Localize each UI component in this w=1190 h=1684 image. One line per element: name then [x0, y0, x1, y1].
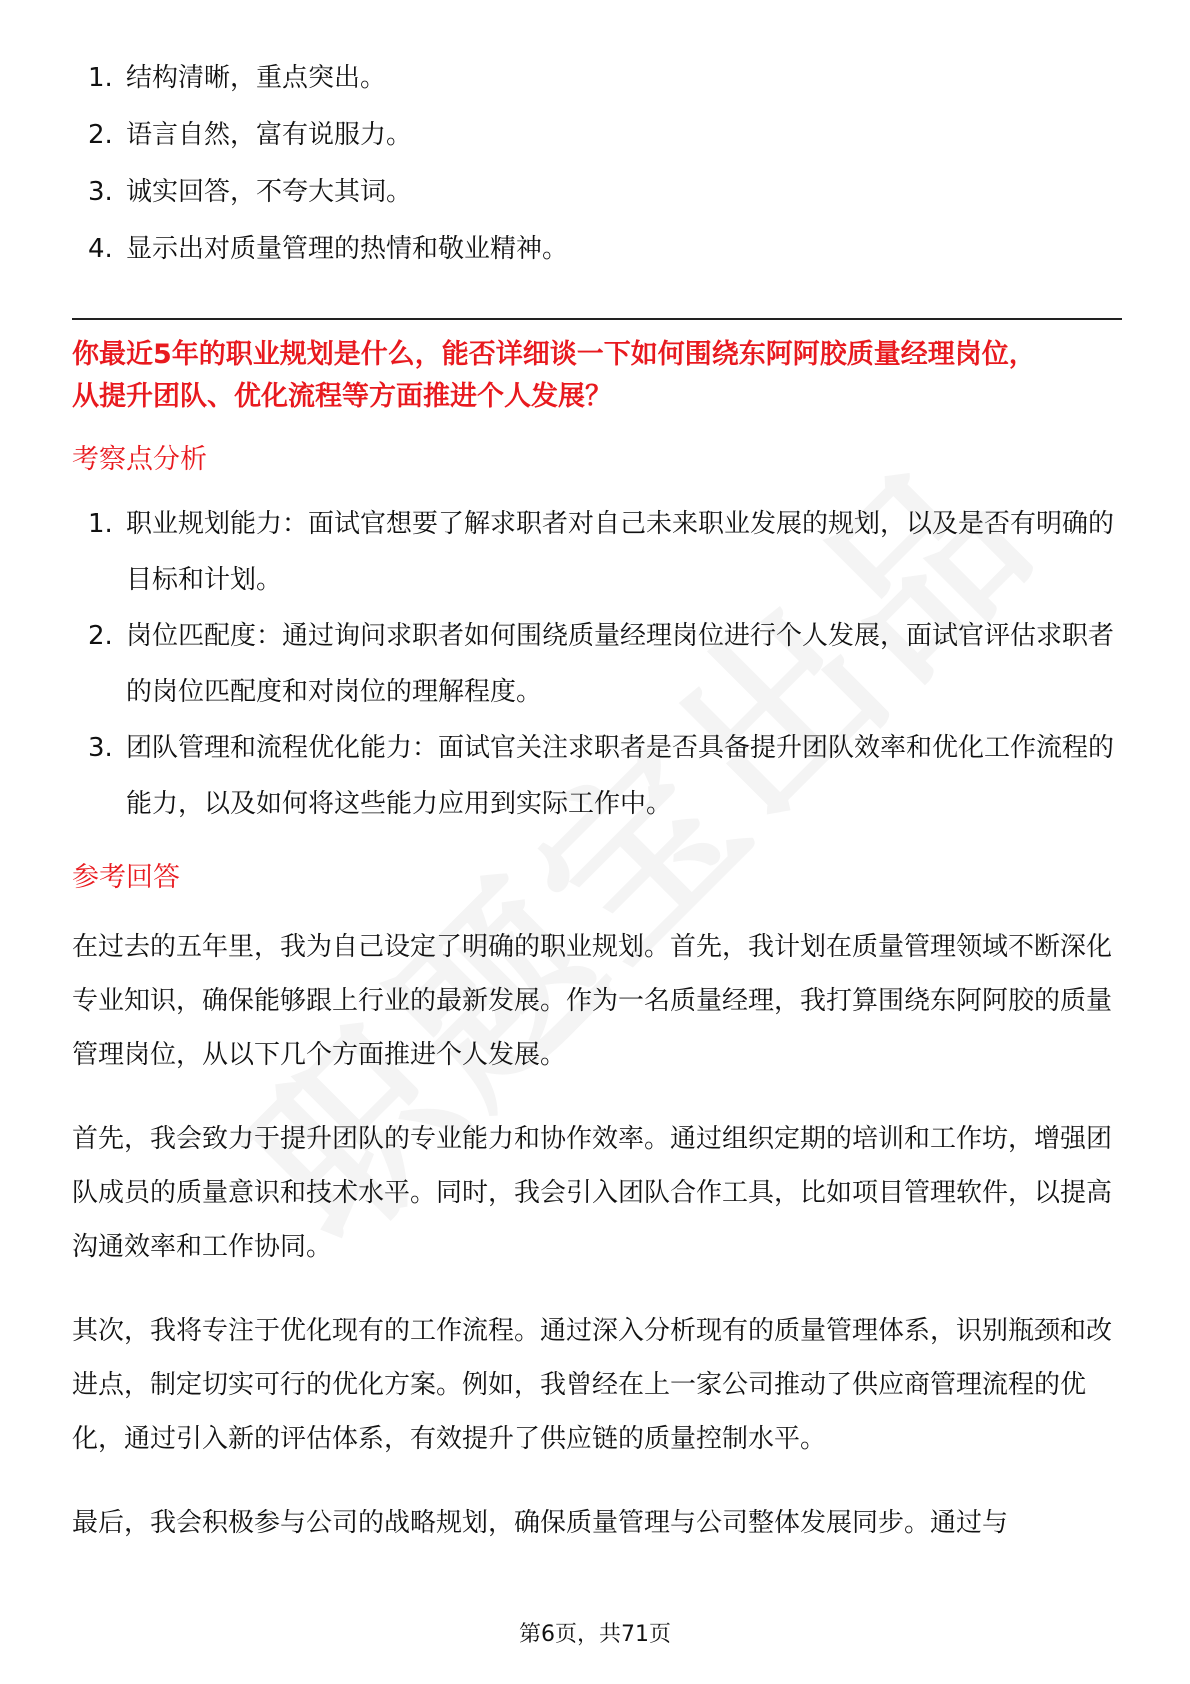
section-divider [72, 318, 1122, 320]
list-item [72, 221, 1122, 278]
list-item [72, 496, 1122, 608]
document-body [72, 50, 1122, 1580]
list-text: 职业规划能力：面试官想要了解求职者对自己未来职业发展的规划，以及是否有明确的目标和计划。 [126, 509, 1115, 595]
list-text: 语言自然，富有说服力。 [126, 120, 413, 150]
list-item [72, 720, 1122, 832]
list-number: 4. [88, 234, 113, 264]
answer-heading: 参考回答 [72, 862, 180, 893]
list-number: 2. [88, 621, 113, 651]
answer-paragraph: 其次，我将专注于优化现有的工作流程。通过深入分析现有的质量管理体系，识别瓶颈和改进点，制定切实可行的优化方案。例如，我曾经在上一家公司推动了供应商管理流程的优化，通过引入新的评估体系，有效提升了供应链的质量控制水平。 [72, 1316, 1113, 1454]
list-text: 团队管理和流程优化能力：面试官关注求职者是否具备提升团队效率和优化工作流程的能力，以及如何将这些能力应用到实际工作中。 [126, 733, 1115, 819]
requirements-list [72, 50, 1122, 278]
list-number: 1. [88, 509, 113, 539]
list-item [72, 107, 1122, 164]
list-item [72, 50, 1122, 107]
answer-paragraph: 首先，我会致力于提升团队的专业能力和协作效率。通过组织定期的培训和工作坊，增强团队成员的质量意识和技术水平。同时，我会引入团队合作工具，比如项目管理软件，以提高沟通效率和工作协同。 [72, 1124, 1113, 1262]
list-text: 岗位匹配度：通过询问求职者如何围绕质量经理岗位进行个人发展，面试官评估求职者的岗位匹配度和对岗位的理解程度。 [126, 621, 1115, 707]
interview-question [72, 334, 1122, 418]
list-number: 2. [88, 120, 113, 150]
page-number: 第6页，共71页 [519, 1622, 671, 1647]
question-line-2: 从提升团队、优化流程等方面推进个人发展？ [72, 381, 612, 412]
list-text: 显示出对质量管理的热情和敬业精神。 [126, 234, 569, 264]
analysis-heading: 考察点分析 [72, 444, 207, 475]
answer-paragraph: 最后，我会积极参与公司的战略规划，确保质量管理与公司整体发展同步。通过与 [72, 1508, 1009, 1538]
list-number: 3. [88, 177, 113, 207]
answer-paragraph: 在过去的五年里，我为自己设定了明确的职业规划。首先，我计划在质量管理领域不断深化专业知识，确保能够跟上行业的最新发展。作为一名质量经理，我打算围绕东阿阿胶的质量管理岗位，从以下几个方面推进个人发展。 [72, 932, 1113, 1070]
list-text: 诚实回答，不夸大其词。 [126, 177, 413, 207]
list-number: 3. [88, 733, 113, 763]
list-text: 结构清晰，重点突出。 [126, 63, 387, 93]
question-line-1: 你最近5年的职业规划是什么，能否详细谈一下如何围绕东阿阿胶质量经理岗位， [72, 339, 1036, 370]
analysis-list [72, 496, 1122, 832]
list-number: 1. [88, 63, 113, 93]
list-item [72, 164, 1122, 221]
list-item [72, 608, 1122, 720]
